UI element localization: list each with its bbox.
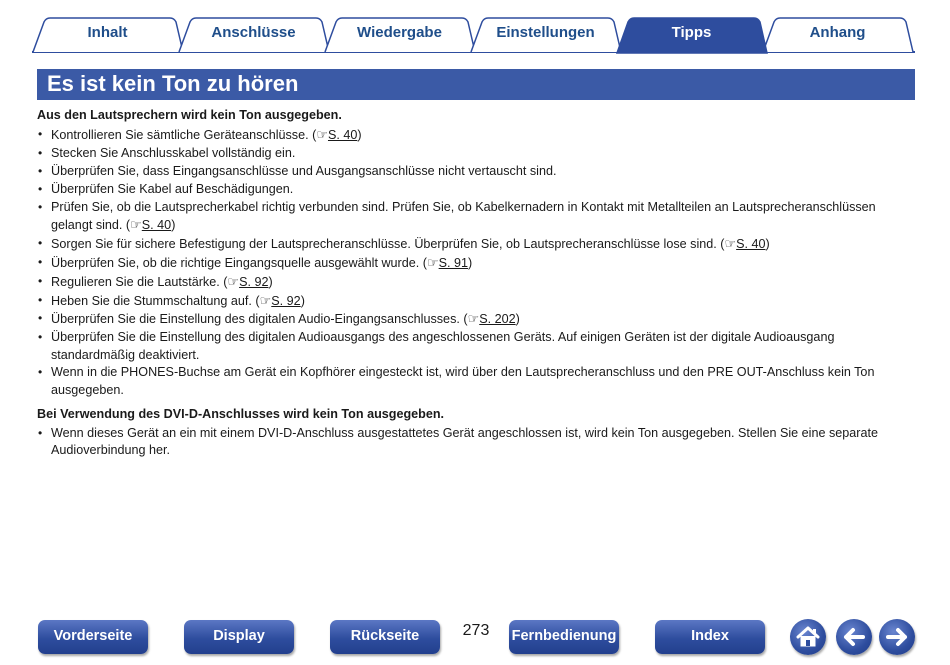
page-reference: (☞S. 91) [419, 254, 473, 270]
section-heading: Aus den Lautsprechern wird kein Ton ausgegeben. [37, 108, 342, 122]
pointing-hand-icon: ☞ [724, 235, 737, 251]
list-item [37, 425, 907, 459]
tab-wiedergabe[interactable]: Wiedergabe [357, 24, 442, 41]
item-text: Überprüfen Sie die Einstellung des digitalen Audioausgangs des angeschlossenen Geräts. Auf einigen Geräten ist der digitale Audioausgang standardmäßig deaktiviert. [51, 330, 835, 362]
pointing-hand-icon: ☞ [259, 292, 272, 308]
page-reference: (☞S. 202) [459, 311, 520, 327]
item-text: Überprüfen Sie, dass Eingangsanschlüsse und Ausgangsanschlüsse nicht vertauscht sind. [51, 163, 557, 178]
page-link[interactable]: S. 91 [438, 255, 469, 270]
title-bar [37, 69, 915, 100]
page-number: 273 [462, 622, 490, 639]
page-link[interactable]: S. 92 [239, 274, 269, 289]
page-link[interactable]: S. 92 [271, 293, 301, 308]
pointing-hand-icon: ☞ [467, 311, 480, 327]
back-button[interactable] [836, 619, 872, 655]
vorderseite-button[interactable]: Vorderseite [38, 620, 148, 654]
list-item [37, 329, 907, 363]
bullet-list [37, 126, 907, 399]
item-text: Wenn in die PHONES-Buchse am Gerät ein Kopfhörer eingesteckt ist, wird über den Lautsprecheranschluss und den PRE OUT-Anschluss kein Ton ausgegeben. [51, 365, 875, 397]
home-icon [790, 619, 826, 655]
page-reference: (☞S. 92) [219, 273, 273, 289]
fernbedienung-button[interactable]: Fernbedienung [509, 620, 619, 654]
content-area [37, 107, 907, 460]
display-button[interactable]: Display [184, 620, 294, 654]
page-reference: (☞S. 40) [308, 127, 362, 143]
forward-arrow-icon [879, 619, 915, 655]
tab-anschluesse[interactable]: Anschlüsse [211, 24, 296, 41]
list-item [37, 199, 907, 234]
page-link[interactable]: S. 40 [327, 128, 358, 143]
item-text: Überprüfen Sie, ob die richtige Eingangsquelle ausgewählt wurde. [51, 255, 420, 270]
list-item [37, 273, 907, 291]
item-text: Sorgen Sie für sichere Befestigung der Lautsprecheranschlüsse. Überprüfen Sie, ob Lautsprecheranschlüsse lose sind. [51, 236, 717, 251]
page-reference: (☞S. 40) [716, 235, 770, 251]
list-item [37, 235, 907, 253]
item-text: Stecken Sie Anschlusskabel vollständig ein. [51, 146, 296, 161]
tab-anhang[interactable]: Anhang [809, 24, 866, 41]
tab-bar [0, 0, 950, 56]
item-text: Prüfen Sie, ob die Lautsprecherkabel richtig verbunden sind. Prüfen Sie, ob Kabelkernadern in Kontakt mit Metallteilen an Lautsprecheranschlüssen gelangt sind. [51, 199, 876, 232]
item-text: Heben Sie die Stummschaltung auf. [51, 293, 252, 308]
page-reference: (☞S. 40) [122, 216, 176, 232]
item-text: Regulieren Sie die Lautstärke. [51, 274, 220, 289]
list-item [37, 292, 907, 310]
list-item [37, 163, 907, 180]
index-button[interactable]: Index [655, 620, 765, 654]
item-text: Überprüfen Sie Kabel auf Beschädigungen. [51, 181, 294, 196]
list-item [37, 310, 907, 328]
item-text: Überprüfen Sie die Einstellung des digitalen Audio-Eingangsanschlusses. [51, 312, 460, 327]
list-item [37, 126, 907, 144]
tab-tipps[interactable]: Tipps [671, 24, 712, 41]
item-text: Kontrollieren Sie sämtliche Geräteanschlüsse. [51, 128, 309, 143]
tab-inhalt[interactable]: Inhalt [87, 24, 128, 41]
list-item [37, 145, 907, 162]
back-arrow-icon [836, 619, 872, 655]
page-title: Es ist kein Ton zu hören [47, 71, 299, 96]
pointing-hand-icon: ☞ [130, 216, 142, 232]
page-link[interactable]: S. 40 [736, 236, 766, 251]
forward-button[interactable] [879, 619, 915, 655]
list-item [37, 181, 907, 198]
tab-einstellungen[interactable]: Einstellungen [496, 24, 595, 41]
list-item [37, 364, 907, 398]
section-heading: Bei Verwendung des DVI-D-Anschlusses wird kein Ton ausgegeben. [37, 406, 445, 421]
pointing-hand-icon: ☞ [316, 127, 328, 143]
bullet-list [37, 425, 907, 459]
pointing-hand-icon: ☞ [426, 254, 439, 270]
pointing-hand-icon: ☞ [227, 273, 240, 289]
home-button[interactable] [790, 619, 826, 655]
rueckseite-button[interactable]: Rückseite [330, 620, 440, 654]
item-text: Wenn dieses Gerät an ein mit einem DVI-D-Anschluss ausgestattetes Gerät angeschlossen ist, wird kein Ton ausgegeben. Stellen Sie eine separate Audioverbindung her. [51, 426, 878, 458]
page-link[interactable]: S. 202 [479, 312, 516, 327]
page-reference: (☞S. 92) [251, 292, 305, 308]
page-link[interactable]: S. 40 [141, 217, 172, 232]
list-item [37, 254, 907, 272]
